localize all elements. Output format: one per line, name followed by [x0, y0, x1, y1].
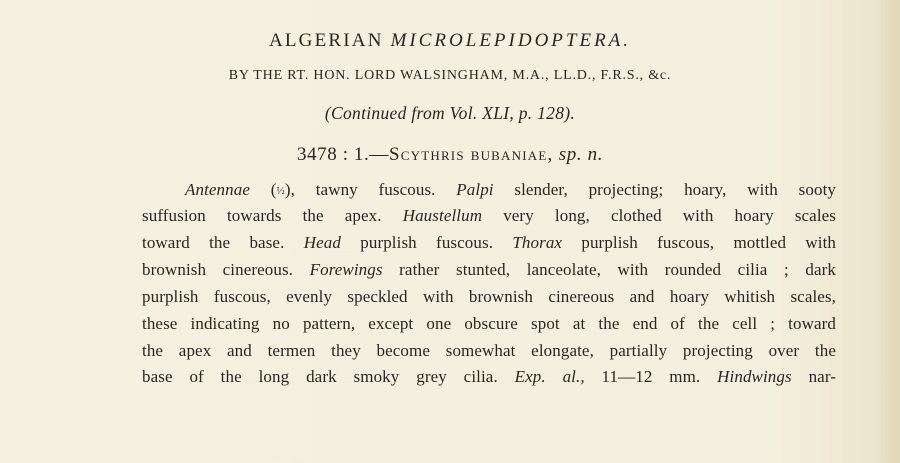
body-line-1 — [185, 180, 836, 200]
term-antennae: Antennae — [185, 180, 250, 199]
text-span: purplish fuscous, mottled with — [562, 233, 836, 252]
body-line-2 — [142, 206, 836, 226]
term-palpi: Palpi — [456, 180, 494, 199]
term-haustellum: Haustellum — [402, 206, 483, 225]
text-span: suffusion towards the apex. — [142, 206, 403, 225]
body-line-7: the apex and termen they become somewhat elongate, partially projecting over the — [142, 341, 836, 360]
body-line-3 — [142, 233, 836, 253]
text-span: purplish fuscous. — [340, 233, 513, 252]
text-span: 11—12 mm. — [584, 367, 718, 386]
body-line-6: these indicating no pattern, except one obscure spot at the end of the cell ; toward — [142, 314, 836, 333]
term-hindwings: Hindwings — [717, 367, 792, 386]
species-suffix: sp. n. — [558, 144, 604, 165]
text-span: base of the long dark smoky grey cilia. — [142, 367, 515, 386]
term-forewings: Forewings — [309, 260, 383, 279]
text-span: slender, projecting; hoary, with sooty — [493, 180, 836, 199]
author-line: BY THE RT. HON. LORD WALSINGHAM, M.A., LL.D., F.R.S., &c. — [228, 68, 672, 83]
text-span: rather stunted, lanceolate, with rounded cilia ; dark — [382, 260, 836, 279]
continued-note — [0, 103, 900, 124]
body-line-5: purplish fuscous, evenly speckled with brownish cinereous and hoary whitish scales, — [142, 287, 836, 306]
term-exp-al: Exp. al., — [514, 367, 585, 386]
text-span: very long, clothed with hoary scales — [482, 206, 837, 225]
fraction: ½ — [276, 185, 285, 197]
text-span: nar- — [791, 367, 836, 386]
term-head: Head — [303, 233, 341, 252]
text-span: ), tawny fuscous. — [284, 180, 457, 199]
title-italic: MICROLEPIDOPTERA. — [390, 30, 632, 51]
species-name: Scythris bubaniae, — [388, 144, 554, 165]
text-span: ( — [250, 180, 277, 199]
term-thorax: Thorax — [512, 233, 563, 252]
body-line-8 — [142, 367, 836, 387]
continued-text: (Continued from Vol. XLI, p. 128). — [324, 103, 576, 123]
text-span: toward the base. — [142, 233, 304, 252]
species-number: 3478 : 1.— — [296, 144, 389, 165]
body-line-4 — [142, 260, 836, 280]
species-heading — [0, 144, 900, 166]
article-title — [0, 30, 900, 52]
title-plain: ALGERIAN — [268, 30, 384, 51]
text-span: brownish cinereous. — [142, 260, 310, 279]
